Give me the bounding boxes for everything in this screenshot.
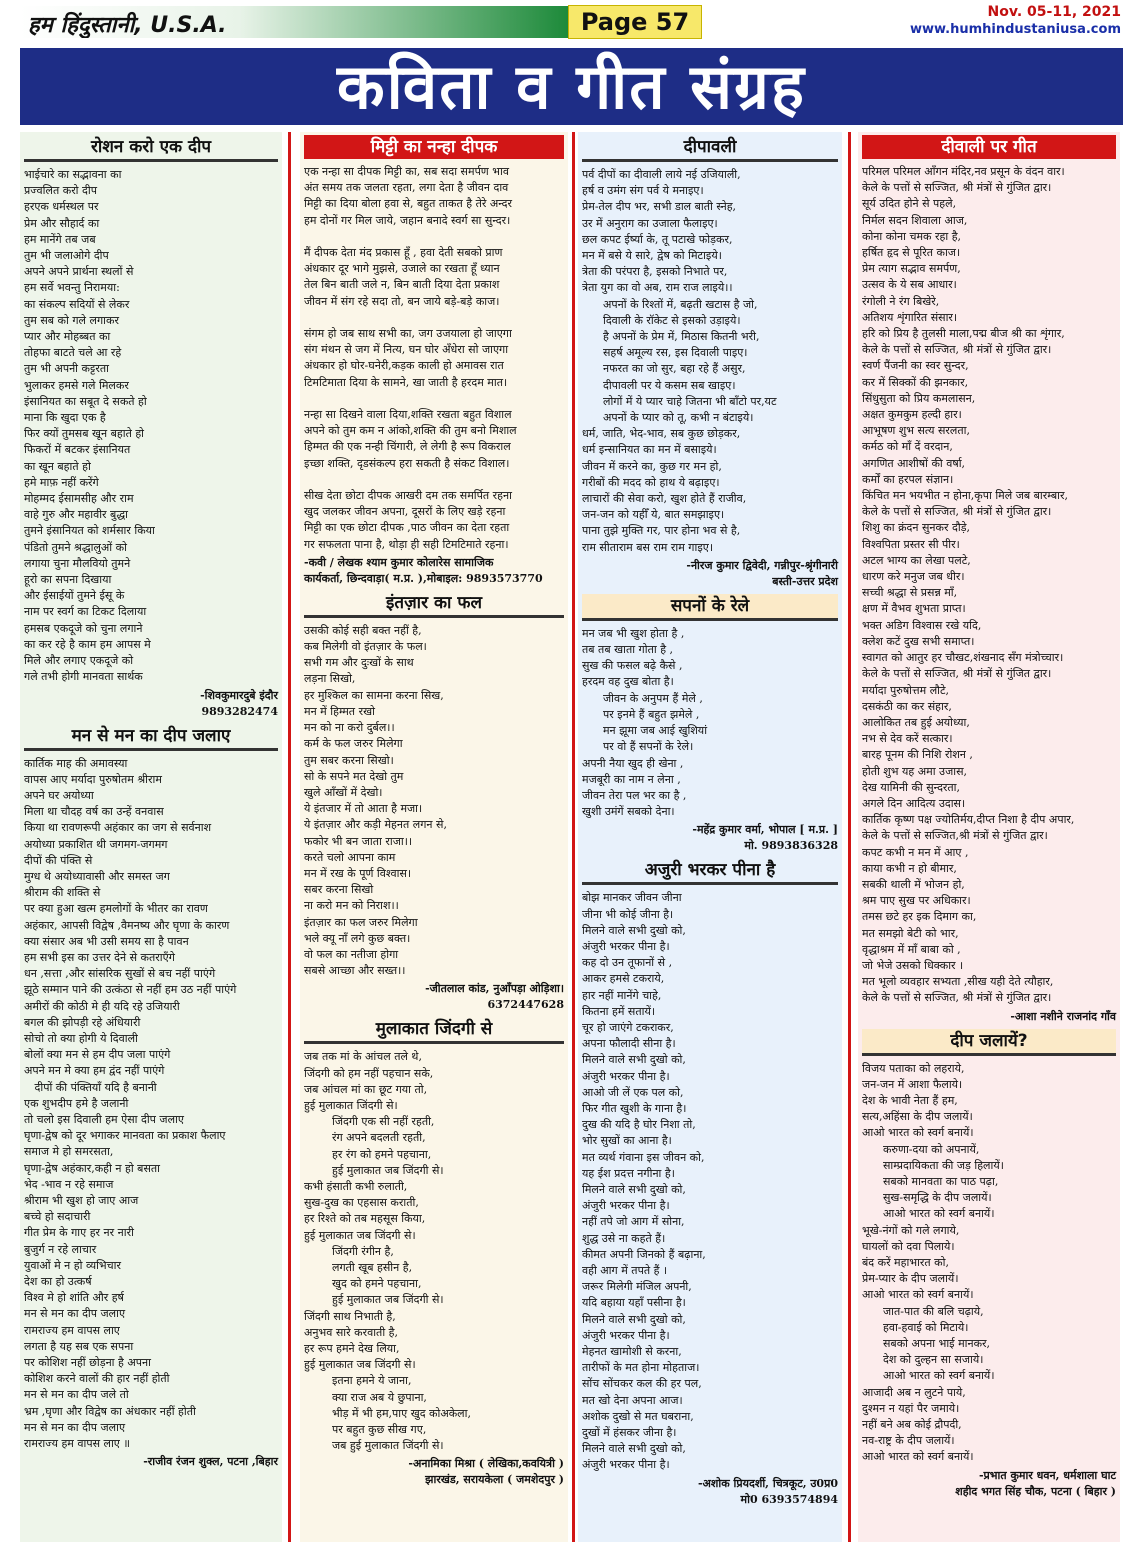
poem-text: विजय पताका को लहराये, जन-जन में आशा फैलाये। देश के भावी नेता हैं हम, सत्य,अहिंसा के दीप जलायें। आओ भारत को स्वर्ग बनायें। करुणा-दया को अपनायें, साम्प्रदायिकता की जड़ हिलायें। सबको मानवता का पाठ पढ़ा, सुख-समृद्धि के दीप जलायें। आओ भारत को स्वर्ग बनायें। भूखे-नंगों को गले लगाये, घायलों को दवा पिलाये। बंद करें महाभारत को, प्रेम-प्यार के दीप जलायें। आओ भारत को स्वर्ग बनायें। जात-पात की बलि चढ़ाये, हवा-हवाई को मिटाये। सबको अपना भाई मानकर, देश को दुल्हन सा सजाये। आओ भारत को स्वर्ग बनायें। आजादी अब न लुटने पाये, दुश्मन न यहां पैर जमाये। नहीं बने अब कोई द्रौपदी, नव-राष्ट्र के दीप जलायें। आओ भारत को स्वर्ग बनायें। [862,1061,1004,1464]
poem-text: पर्व दीपों का दीवाली लाये नई उजियाली, हर्ष व उमंग संग पर्व ये मनाइए। प्रेम-तेल दीप भर, सभी डाल बाती स्नेह, उर में अनुराग का उजाला फैलाइए। छल कपट ईर्ष्या के, तू पटाखे फोड़कर, मन में बसे ये सारे, द्वेष को मिटाइये। त्रेता की परंपरा है, इसको निभाते पर, त्रेता युग का वो अब, राम राज लाइये।। अपनों के रिश्तों में, बढ़ती खटास है जो, दिवाली के रॉकेट से इसको उड़ाइये। है अपनों के प्रेम में, मिठास कितनी भरी, सहर्ष अमूल्य रस, इस दिवाली पाइए। नफरत का जो सुर, बहा रहे हैं असुर, दीपावली पर ये कसम सब खाइए। लोगों में ये प्यार चाहे जितना भी बाँटो पर,यट अपनों के प्यार को तू, कभी न बंटाइये। धर्म, जाति, भेद-भाव, सब कुछ छोड़कर, धर्म इन्सानियत का मन में बसाइये। जीवन में करने का, कुछ गर मन हो, गरीबों की मदद को हाथ ये बढ़ाइए। लाचारों की सेवा करो, खुश होते हैं राजीव, जन-जन को यहीँ ये, बात समझाइए। पाना तुझे मुक्ति गर, पार होना भव से है, राम सीताराम बस राम राम गाइए। [582,168,777,554]
poem-title: दीप जलायें? [862,1029,1116,1056]
poem-title: मिट्टी का नन्हा दीपक [304,135,564,159]
poem-author: -आशा नशीने राजनांद गाँव [1010,1009,1116,1023]
poem-title: मुलाकात जिंदगी से [304,1017,564,1044]
column-1 [20,132,282,1542]
website-link[interactable]: www.humhindustaniusa.com [909,22,1121,37]
poem-title: सपनों के रेले [582,594,838,621]
poem-text: मन जब भी खुश होता है , तब तब खाता गोता है , सुख की फसल बढ़े कैसे , हरदम वह दुख बोता है। जीवन के अनुपम हैं मेले , पर इनमे हैं बहुत झमेले , मन झूमा जब आई खुशियां पर वो हैं सपनों के रेले। अपनी नैया खुद ही खेना , मजबूरी का नाम न लेना , जीवन तेरा पल भर का है , खुशी उमंगें सबको देना। [582,626,708,819]
poem-title: रोशन करो एक दीप [24,135,278,162]
poem-title: दीवाली पर गीत [862,135,1116,159]
page-header [0,0,1135,42]
poem-text: कार्तिक माह की अमावस्या वापस आए मर्यादा पुरुषोतम श्रीराम अपने घर अयोध्या मिला था चौदह वर्ष का उन्हें वनवास किया था रावणरूपी अहंकार का जग से सर्वनाश अयोध्या प्रकाशित थी जगमग-जगमग दीपों की पंक्ति से मुग्ध थे अयोध्यावासी और समस्त जग श्रीराम की शक्ति से पर क्या हुआ खत्म हमलोगों के भीतर का रावण अहंकार, आपसी विद्वेष ,वैमनष्य और घृणा के कारण क्या संसार अब भी उसी समय सा है पावन हम सभी इस का उत्तर देने से कतराएँगे धन ,सत्ता ,और सांसरिक सुखों से बच नहीं पाएंगे झूठे सम्मान पाने की उत्कंठा से नहीं हम उठ नहीं पाएंगे अमीरों की कोठी मे ही यदि रहे उजियारी बगल की झोपड़ी रहे अंधियारी सोचो तो क्या होगी ये दिवाली बोलों क्या मन से हम दीप जला पाएंगे अपने मन मे क्या हम द्वंद नहीं पाएंगे दीपों की पंक्तियाँ यदि है बनानी एक शुभदीप हमे है जलानी तो चलो इस दिवाली हम ऐसा दीप जलाए घृणा-द्वेष को दूर भगाकर मानवता का प्रकाश फैलाए समाज मे हो समरसता, घृणा-द्वेष अहंकार,कही न हो बसता भेद -भाव न रहे समाज श्रीराम भी खुश हो जाए आज बच्चे हो सदाचारी गीत प्रेम के गाए हर नर नारी बुजुर्ग न रहे लाचार युवाओं मे न हो व्यभिचार देश का हो उत्कर्ष विश्व मे हो शांति और हर्ष मन से मन का दीप जलाए रामराज्य हम वापस लाए लगता है यह सब एक सपना पर कोशिश नहीं छोड़ना है अपना कोशिश करने वालों की हार नहीं होती मन से मन का दीप जले तो भ्रम ,घृणा और विद्वेष का अंधकार नहीं होती मन से मन का दीप जलाए रामराज्य हम वापस लाए ॥ [24,756,237,1451]
section-banner: कविता व गीत संग्रह [20,48,1123,125]
poem-title: मन से मन का दीप जलाए [24,724,278,751]
poem-text: भाईचारे का सद्भावना का प्रज्वलित करो दीप हरएक धर्मस्थल पर प्रेम और सौहार्द का हम मानेंगे तब जब तुम भी जलाओगे दीप अपने अपने प्रार्थना स्थलों से हम सर्वे भवन्तु निरामया: का संकल्प सदियों से लेकर तुम सब को गले लगाकर प्यार और मोहब्बत का तोहफा बाटते चले आ रहे तुम भी अपनी कट्टरता भुलाकर हमसे गले मिलकर इंसानियत का सबूत दे सकते हो माना कि खुदा एक है फिर क्यों तुमसब खून बहाते हो फिकरों में बटकर इंसानियत का खून बहाते हो हमे माफ़ नहीं करेंगे मोहम्मद ईसामसीह और राम वाहे गुरु और महावीर बुद्धा तुमने इंसानियत को शर्मसार किया पंडितो तुमने श्रद्धालुओं को लगाया चुना मौलवियो तुमने हूरो का सपना दिखाया और ईसाईयों तुमने ईसू के नाम पर स्वर्ग का टिकट दिलाया हमसब एकदूजे को चुना लगाने का कर रहे है काम हम आपस मे मिले और लगाए एकदूजे को गले तभी होगी मानवता सार्थक [24,168,155,684]
poem-text: जब तक मां के आंचल तले थे, जिंदगी को हम नहीं पहचान सके, जब आंचल मां का छूट गया तो, हुई मुलाकात जिंदगी से। जिंदगी एक सी नहीं रहती, रंग अपने बदलती रहती, हर रंग को हमने पहचाना, हुई मुलाकात जब जिंदगी से। कभी हंसाती कभी रुलाती, सुख-दुख का एहसास कराती, हर रिश्ते को तब महसूस किया, हुई मुलाकात जब जिंदगी से। जिंदगी रंगीन है, लगती खूब हसीन है, खुद को हमने पहचाना, हुई मुलाकात जब जिंदगी से। जिंदगी साथ निभाती है, अनुभव सारे करवाती है, हर रूप हमने देख लिया, हुई मुलाकात जब जिंदगी से। इतना हमने ये जाना, क्या राज अब ये छुपाना, भीड़ में भी हम,पाए खुद कोअकेला, पर बहुत कुछ सीख गए, जब हुई मुलाकात जिंदगी से। [304,1050,471,1453]
poem-author: -कवी / लेखक श्याम कुमार कोलारेस सामाजिक कार्यकर्ता, छिन्दवाड़ा( म.प्र. ),मोबाइल: 9893573770 [304,555,543,585]
poem-author: -महेंद्र कुमार वर्मा, भोपाल [ म.प्र. ] मो. 9893836328 [692,823,838,853]
poem-text: एक नन्हा सा दीपक मिट्टी का, सब सदा समर्पण भाव अंत समय तक जलता रहता, लगा देता है जीवन दाव मिट्टी का दिया बोला हवा से, बहुत ताकत है तेरे अन्दर हम दोनों गर मिल जाये, जहान बनादे स्वर्ग सा सुन्दर। मैं दीपक देता मंद प्रकास हूँ , हवा देती सबको प्राण अंधकार दूर भागे मुझसे, उजाले का रखता हूँ ध्यान तेल बिन बाती जले न, बिन बाती दिया देता प्रकाश जीवन में संग रहे सदा तो, बन जाये बड़े-बड़े काज। संगम हो जब साथ सभी का, जग उजयाला हो जाएगा संग मंथन से जग में नित्य, घन घोर अँधेरा सो जाएगा अंधकार हो घोर-घनेरी,कड़क काली हो अमावस रात टिमटिमाता दिया के सामने, खा जाती है हरदम मात। नन्हा सा दिखने वाला दिया,शक्ति रखता बहुत विशाल अपने को तुम कम न आंको,शक्ति की तुम बनो मिशाल हिम्मत की एक नन्ही चिंगारी, ले लेगी है रूप विकराल इच्छा शक्ति, दृडसंकल्प हरा सकती है संकट विशाल। सीख देता छोटा दीपक आखरी दम तक समर्पित रहना खुद जलकर जीवन अपना, दूसरों के लिए खड़े रहना मिट्टी का एक छोटा दीपक ,पाठ जीवन का देता रहता गर सफलता पाना है, थोड़ा ही सही टिमटिमाते रहना। [304,165,517,551]
poem-text: उसकी कोई सही बक्त नहीं है, कब मिलेगी वो इंतज़ार के फल। सभी गम और दुःखों के साथ लड़ना सिखो, हर मुश्किल का सामना करना सिख, मन में हिम्मत रखो मन को ना करो दुर्बल।। कर्म के फल जरुर मिलेगा तुम सबर करना सिखो। सो के सपने मत देखो तुम खुले आँखों में देखो। ये इंतजार में तो आता है मजा। ये इंतज़ार और कड़ी मेहनत लगन से, फकोर भी बन जाता राजा।। करते चलो आपना काम मन में रख के पूर्ण विश्वास। सबर करना सिखो ना करो मन को निराश।। इंतज़ार का फल जरुर मिलेगा भले क्यू नाँ लगे कुछ बक्त। वो फल का नतीजा होगा सबसे आच्छा और सख्त।। [304,623,447,978]
page-number: Page 57 [568,5,702,39]
poem-author: -अनामिका मिश्रा ( लेखिका,कवयित्री ) झारखंड, सरायकेला ( जमशेदपुर ) [408,1457,564,1487]
column-divider [848,132,851,1542]
issue-date: Nov. 05-11, 2021 [987,4,1121,20]
column-divider [288,132,291,1542]
poem-title: दीपावली [582,135,838,162]
column-3 [578,132,842,1542]
poem-author: -अशोक प्रियदर्शी, चित्रकूट, उ0प्र0 मो0 6393574894 [697,1476,838,1506]
poem-title: अजुरी भरकर पीना है [582,858,838,885]
newspaper-name: हम हिंदुस्तानी, U.S.A. [20,6,568,38]
column-2 [300,132,568,1542]
column-divider [572,132,575,1542]
poem-author: -जीतलाल कांड, नुआँपड़ा ओड़िशा। 6372447628 [425,982,564,1012]
poem-author: -नीरज कुमार द्विवेदी, गन्नीपुर-श्रृंगीनारी बस्ती-उत्तर प्रदेश [686,558,838,588]
poem-text: परिमल परिमल आँगन मंदिर,नव प्रसून के वंदन वार। केले के पत्तों से सज्जित, श्री मंत्रों से गुंजित द्वार। सूर्य उदित होने से पहले, निर्मल सदन शिवाला आज, कोना कोना चमक रहा है, हर्षित हृद से पूरित काज। प्रेम त्याग सद्भाव समर्पण, उत्सव के ये सब आधार। रंगोली ने रंग बिखेरे, अतिशय शृंगारित संसार। हरि को प्रिय है तुलसी माला,पद्म बीज श्री का शृंगार, केले के पत्तों से सज्जित, श्री मंत्रों से गुंजित द्वार। स्वर्ण पैंजनी का स्वर सुन्दर, कर में सिक्कों की झनकार, सिंधुसुता को प्रिय कमलासन, अक्षत कुमकुम हल्दी हार। आभूषण शुभ सत्य सरलता, कर्मठ को माँ दें वरदान, अगणित आशीषों की वर्षा, कर्मों का हरपल संज्ञान। किंचित मन भयभीत न होना,कृपा मिले जब बारम्बार, केले के पत्तों से सज्जित, श्री मंत्रों से गुंजित द्वार। शिशु का क्रंदन सुनकर दौड़े, विश्वपिता प्रस्तर सी पीर। अटल भाग्य का लेखा पलटे, धारण करे मनुज जब धीर। सच्ची श्रद्धा से प्रसन्न माँ, क्षण में वैभव शुभता प्राप्त। भक्त अडिग विश्वास रखे यदि, क्लेश कटें दुख सभी समाप्त। स्वागत को आतुर हर चौखट,शंखनाद सँग मंत्रोच्चार। केले के पत्तों से सज्जित, श्री मंत्रों से गुंजित द्वार। मर्यादा पुरुषोत्तम लौटे, दसकंठी का कर संहार, आलोकित तब हुई अयोध्या, नभ से देव करें सत्कार। बारह पूनम की निशि रोशन , होती शुभ यह अमा उजास, देख यामिनी की सुन्दरता, अगले दिन आदित्य उदास। कार्तिक कृष्ण पक्ष ज्योतिर्मय,दीप्त निशा है दीप अपार, केले के पत्तों से सज्जित,श्री मंत्रों से गुंजित द्वार। कपट कभी न मन में आए , काया कभी न हो बीमार, सबकी थाली में भोजन हो, श्रम पाए सुख पर अधिकार। तमस छटे हर इक दिमाग का, मत समझो बेटी को भार, वृद्धाश्रम में माँ बाबा को , जो भेजे उसको धिक्कार । मत भूलो व्यवहार सभ्यता ,सीख यही देते त्यौहार, केले के पत्तों से सज्जित, श्री मंत्रों से गुंजित द्वार। [862,165,1075,1005]
poem-author: -राजीव रंजन शुक्ल, पटना ,बिहार [143,1455,278,1469]
poem-text: बोझ मानकर जीवन जीना जीना भी कोई जीना है। मिलने वाले सभी दुखो को, अंजुरी भरकर पीना है। कह दो उन तूफानों से , आकर हमसे टकराये, हार नहीं मानेंगे चाहे, कितना हमें सतायें। चूर हो जाएंगे टकराकर, अपना फौलादी सीना है। मिलने वाले सभी दुखो को, अंजुरी भरकर पीना है। आओ जी लें एक पल को, फिर गीत खुशी के गाना है। दुख की यदि है घोर निशा तो, भोर सुखों का आना है। मत व्यर्थ गंवाना इस जीवन को, यह ईश प्रदत्त नगीना है। मिलने वाले सभी दुखो को, अंजुरी भरकर पीना है। नहीं तपे जो आग में सोना, शुद्ध उसे ना कहते हैं। कीमत अपनी जिनको हैं बढ़ाना, वही आग में तपते हैं । जरूर मिलेगी मंजिल अपनी, यदि बहाया यहाँ पसीना है। मिलने वाले सभी दुखो को, अंजुरी भरकर पीना है। मेहनत खामोशी से करना, तारीफों के मत होना मोहताज। सोंच सोंचकर कल की हर पल, मत खो देना अपना आज। अशोक दुखो से मत घबराना, दुखों में हंसकर जीना है। मिलने वाले सभी दुखो को, अंजुरी भरकर पीना है। [582,891,706,1472]
poem-author: -प्रभात कुमार धवन, धर्मशाला घाट शहीद भगत सिंह चौक, पटना ( बिहार ) [955,1468,1116,1498]
column-4 [858,132,1120,1542]
poem-author: -शिवकुमारदुबे इंदौर 9893282474 [200,688,278,718]
poem-title: इंतज़ार का फल [304,591,564,618]
